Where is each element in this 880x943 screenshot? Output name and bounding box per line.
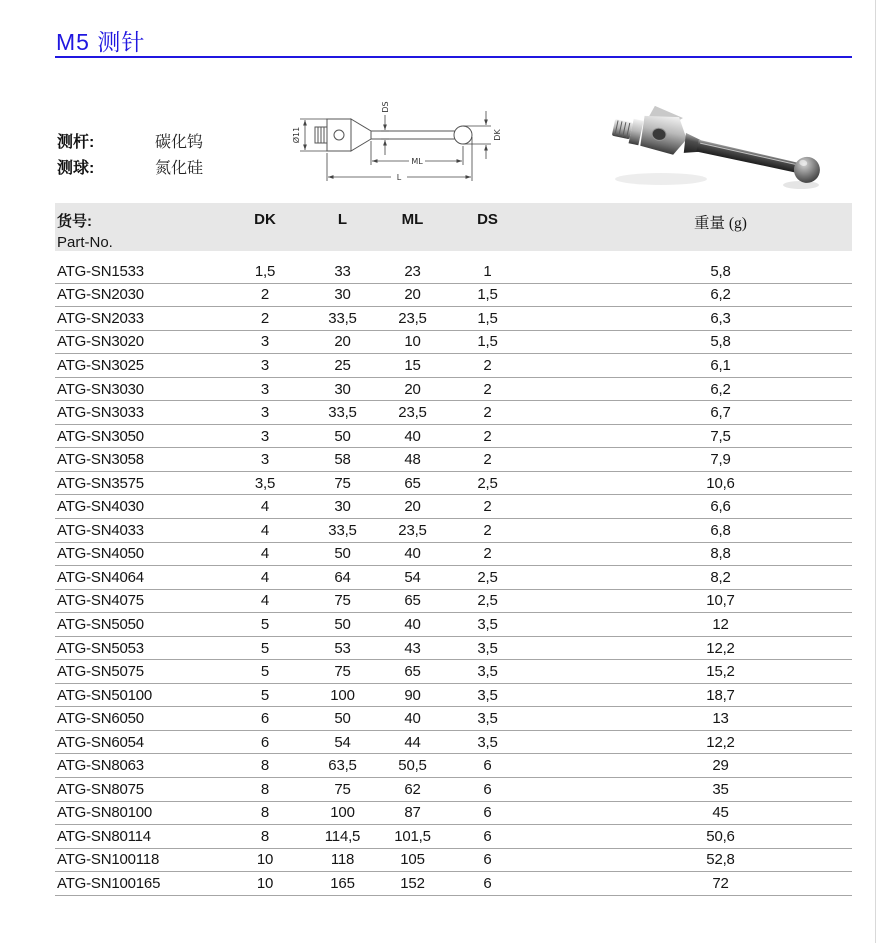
weight-column-header: 重量 (g) — [694, 215, 747, 232]
table-row — [55, 519, 852, 543]
weight-cell: 7,5 — [710, 427, 731, 445]
weight-cell: 6,1 — [710, 356, 731, 374]
ml-cell: 15 — [404, 356, 421, 374]
weight-cell: 6,3 — [710, 309, 731, 327]
weight-cell: 52,8 — [706, 851, 735, 869]
dim-label-ds: DS — [381, 101, 390, 113]
l-cell: 50 — [334, 710, 351, 728]
part-no-cell: ATG-SN4075 — [57, 592, 144, 610]
dk-cell: 5 — [260, 615, 270, 633]
ds-cell: 2 — [483, 498, 492, 516]
spec-row-ball — [57, 156, 203, 182]
dk-cell: 3 — [260, 404, 270, 422]
table-row — [55, 425, 852, 449]
table-row — [55, 754, 852, 778]
ball-label: 测球: — [57, 160, 95, 177]
weight-cell: 72 — [712, 874, 729, 892]
table-row — [55, 331, 852, 355]
l-cell: 33,5 — [328, 309, 357, 327]
weight-cell: 7,9 — [710, 451, 731, 469]
part-no-cell: ATG-SN4064 — [57, 568, 144, 586]
weight-cell: 10,7 — [706, 592, 735, 610]
table-row — [55, 472, 852, 496]
weight-cell: 8,8 — [710, 545, 731, 563]
shaft-label: 测杆: — [57, 134, 95, 151]
dk-cell: 5 — [260, 639, 270, 657]
ds-cell: 6 — [483, 827, 492, 845]
part-no-cell: ATG-SN8063 — [57, 757, 144, 775]
table-row — [55, 401, 852, 425]
weight-cell: 12,2 — [706, 733, 735, 751]
ds-cell: 6 — [483, 851, 492, 869]
l-cell: 75 — [334, 474, 351, 492]
drawing-ball — [454, 126, 472, 144]
weight-cell: 18,7 — [706, 686, 735, 704]
weight-cell: 12,2 — [706, 639, 735, 657]
ds-cell: 6 — [483, 874, 492, 892]
part-no-cell: ATG-SN50100 — [57, 686, 153, 704]
table-row — [55, 378, 852, 402]
l-cell: 118 — [330, 851, 355, 869]
weight-cell: 6,2 — [710, 380, 731, 398]
ds-cell: 2 — [483, 404, 492, 422]
dk-cell: 3 — [260, 427, 270, 445]
ml-cell: 23,5 — [398, 521, 427, 539]
dk-cell: 10 — [256, 851, 274, 869]
ml-column-header: ML — [401, 211, 424, 228]
ds-cell: 2 — [483, 427, 492, 445]
stylus-product-photo — [595, 85, 835, 205]
stylus-photo-svg — [595, 85, 835, 205]
weight-cell: 5,8 — [710, 262, 731, 280]
l-column-header: L — [337, 211, 348, 228]
dim-label-dia11: Ø11 — [292, 126, 301, 144]
l-cell: 114,5 — [324, 827, 361, 845]
ml-cell: 40 — [404, 710, 421, 728]
table-row — [55, 260, 852, 284]
dk-cell: 2 — [260, 309, 270, 327]
table-row — [55, 778, 852, 802]
dk-cell: 8 — [260, 757, 270, 775]
part-no-cell: ATG-SN3058 — [57, 451, 144, 469]
part-no-cell: ATG-SN6054 — [57, 733, 144, 751]
spec-row-shaft — [57, 130, 203, 156]
l-cell: 30 — [334, 286, 351, 304]
drawing-body — [327, 119, 351, 151]
table-row — [55, 802, 852, 826]
l-cell: 64 — [334, 568, 351, 586]
ds-cell: 2 — [483, 521, 492, 539]
ml-cell: 23,5 — [398, 404, 427, 422]
dk-cell: 4 — [260, 545, 270, 563]
ml-cell: 48 — [404, 451, 421, 469]
ml-cell: 10 — [404, 333, 421, 351]
ds-cell: 2 — [483, 545, 492, 563]
ml-cell: 20 — [404, 380, 421, 398]
dk-cell: 8 — [260, 780, 270, 798]
dk-cell: 3 — [260, 356, 270, 374]
weight-cell: 6,7 — [710, 404, 731, 422]
part-no-cell: ATG-SN4050 — [57, 545, 144, 563]
ml-cell: 50,5 — [398, 757, 427, 775]
dk-cell: 4 — [260, 568, 270, 586]
l-cell: 33,5 — [328, 404, 357, 422]
table-row — [55, 684, 852, 708]
part-no-cell: ATG-SN100118 — [57, 851, 160, 869]
table-row — [55, 307, 852, 331]
ml-cell: 54 — [404, 568, 421, 586]
part-no-cell: ATG-SN5050 — [57, 615, 144, 633]
table-row — [55, 872, 852, 896]
ds-cell: 2,5 — [477, 592, 498, 610]
table-row — [55, 448, 852, 472]
part-no-cell: ATG-SN4030 — [57, 498, 144, 516]
l-cell: 100 — [330, 686, 355, 704]
dk-cell: 6 — [260, 710, 270, 728]
part-no-cell: ATG-SN3030 — [57, 380, 144, 398]
weight-cell: 6,2 — [710, 286, 731, 304]
ml-cell: 43 — [404, 639, 421, 657]
l-cell: 50 — [334, 427, 351, 445]
table-row — [55, 707, 852, 731]
material-specs — [57, 130, 203, 182]
ds-cell: 2 — [483, 451, 492, 469]
ml-cell: 87 — [404, 804, 421, 822]
ds-cell: 2 — [483, 380, 492, 398]
l-cell: 58 — [334, 451, 351, 469]
l-cell: 165 — [330, 874, 355, 892]
table-body — [55, 260, 852, 896]
ds-cell: 3,5 — [477, 663, 498, 681]
l-cell: 33 — [334, 262, 351, 280]
ml-cell: 40 — [404, 545, 421, 563]
ds-cell: 2,5 — [477, 568, 498, 586]
dk-cell: 3 — [260, 333, 270, 351]
part-no-cell: ATG-SN2030 — [57, 286, 144, 304]
dim-label-dk: DK — [493, 129, 502, 141]
ds-cell: 3,5 — [477, 639, 498, 657]
dk-cell: 3 — [260, 451, 270, 469]
l-cell: 75 — [334, 592, 351, 610]
stylus-technical-drawing — [285, 95, 510, 195]
l-cell: 30 — [334, 498, 351, 516]
part-no-cell: ATG-SN2033 — [57, 309, 144, 327]
dk-cell: 8 — [260, 804, 270, 822]
table-row — [55, 284, 852, 308]
table-row — [55, 495, 852, 519]
photo-shadow — [615, 173, 707, 185]
l-cell: 30 — [334, 380, 351, 398]
photo-ball-shadow — [783, 181, 819, 189]
part-no-header-cn: 货号: — [57, 213, 92, 230]
photo-ball — [791, 154, 822, 185]
stylus-diagram-svg — [285, 95, 510, 195]
table-row — [55, 849, 852, 873]
dk-cell: 1,5 — [254, 262, 276, 280]
dk-cell: 4 — [260, 592, 270, 610]
l-cell: 53 — [334, 639, 351, 657]
weight-cell: 13 — [712, 710, 729, 728]
photo-thread — [612, 119, 633, 139]
table-row — [55, 731, 852, 755]
part-no-cell: ATG-SN5075 — [57, 663, 144, 681]
l-cell: 50 — [334, 545, 351, 563]
ds-cell: 3,5 — [477, 686, 498, 704]
ml-cell: 152 — [400, 874, 425, 892]
l-cell: 25 — [334, 356, 351, 374]
table-row — [55, 543, 852, 567]
weight-cell: 29 — [712, 757, 729, 775]
ml-cell: 65 — [404, 663, 421, 681]
ml-cell: 40 — [404, 615, 421, 633]
ml-cell: 23,5 — [398, 309, 427, 327]
ml-cell: 65 — [404, 592, 421, 610]
ball-value: 氮化硅 — [155, 160, 204, 177]
ml-cell: 20 — [404, 286, 421, 304]
part-spec-table — [55, 203, 852, 896]
weight-cell: 45 — [712, 804, 729, 822]
ds-cell: 3,5 — [477, 710, 498, 728]
title-underline — [55, 56, 852, 58]
table-row — [55, 354, 852, 378]
dim-label-ml: ML — [411, 157, 423, 166]
dk-cell: 3 — [260, 380, 270, 398]
dk-cell: 8 — [260, 827, 270, 845]
l-cell: 20 — [334, 333, 351, 351]
ml-cell: 101,5 — [394, 827, 431, 845]
table-row — [55, 825, 852, 849]
dk-cell: 4 — [260, 521, 270, 539]
table-row — [55, 613, 852, 637]
ds-cell: 1,5 — [477, 309, 498, 327]
l-cell: 75 — [334, 780, 351, 798]
ds-cell: 3,5 — [477, 615, 498, 633]
ml-cell: 90 — [404, 686, 421, 704]
page-right-border — [875, 0, 876, 943]
dk-cell: 2 — [260, 286, 270, 304]
part-no-cell: ATG-SN3575 — [57, 474, 144, 492]
ds-cell: 1,5 — [477, 286, 498, 304]
dim-label-l: L — [396, 173, 402, 182]
dk-cell: 4 — [260, 498, 270, 516]
ds-cell: 3,5 — [477, 733, 498, 751]
ml-cell: 62 — [404, 780, 421, 798]
ds-cell: 1,5 — [477, 333, 498, 351]
table-row — [55, 566, 852, 590]
part-no-cell: ATG-SN6050 — [57, 710, 144, 728]
weight-cell: 6,8 — [710, 521, 731, 539]
table-row — [55, 660, 852, 684]
l-cell: 33,5 — [328, 521, 357, 539]
table-row — [55, 637, 852, 661]
page-title: M5 测针 — [56, 29, 146, 55]
dk-cell: 5 — [260, 663, 270, 681]
dk-cell: 3,5 — [254, 474, 276, 492]
part-no-cell: ATG-SN3050 — [57, 427, 144, 445]
dk-cell: 6 — [260, 733, 270, 751]
weight-cell: 15,2 — [706, 663, 735, 681]
weight-cell: 50,6 — [706, 827, 735, 845]
l-cell: 100 — [330, 804, 355, 822]
dk-cell: 5 — [260, 686, 270, 704]
part-no-cell: ATG-SN80114 — [57, 827, 151, 845]
table-header — [55, 203, 852, 251]
shaft-value: 碳化钨 — [155, 134, 204, 151]
l-cell: 54 — [334, 733, 351, 751]
weight-cell: 12 — [712, 615, 729, 633]
ml-cell: 65 — [404, 474, 421, 492]
dk-cell: 10 — [256, 874, 274, 892]
photo-stem — [696, 140, 800, 173]
drawing-body-hole — [334, 130, 344, 140]
part-no-header — [55, 207, 220, 253]
drawing-taper — [351, 119, 371, 151]
l-cell: 50 — [334, 615, 351, 633]
ds-cell: 1 — [483, 262, 492, 280]
ds-cell: 6 — [483, 804, 492, 822]
ml-cell: 20 — [404, 498, 421, 516]
part-no-cell: ATG-SN3020 — [57, 333, 144, 351]
part-no-cell: ATG-SN3025 — [57, 356, 144, 374]
part-no-cell: ATG-SN4033 — [57, 521, 144, 539]
part-no-cell: ATG-SN8075 — [57, 780, 144, 798]
ml-cell: 40 — [404, 427, 421, 445]
weight-cell: 6,6 — [710, 498, 731, 516]
ml-cell: 44 — [404, 733, 421, 751]
l-cell: 63,5 — [328, 757, 357, 775]
ds-cell: 2 — [483, 356, 492, 374]
ml-cell: 105 — [400, 851, 425, 869]
ds-cell: 2,5 — [477, 474, 498, 492]
part-no-cell: ATG-SN80100 — [57, 804, 153, 822]
dk-column-header: DK — [254, 211, 276, 228]
l-cell: 75 — [334, 663, 351, 681]
weight-cell: 10,6 — [706, 474, 735, 492]
ml-cell: 23 — [404, 262, 421, 280]
part-no-cell: ATG-SN100165 — [57, 874, 161, 892]
part-no-cell: ATG-SN5053 — [57, 639, 144, 657]
weight-cell: 35 — [712, 780, 729, 798]
weight-cell: 5,8 — [710, 333, 731, 351]
part-no-header-en: Part-No. — [57, 234, 113, 251]
part-no-cell: ATG-SN1533 — [57, 262, 144, 280]
table-row — [55, 590, 852, 614]
ds-cell: 6 — [483, 757, 492, 775]
ds-cell: 6 — [483, 780, 492, 798]
part-no-cell: ATG-SN3033 — [57, 404, 144, 422]
weight-cell: 8,2 — [710, 568, 731, 586]
ds-column-header: DS — [477, 211, 498, 228]
